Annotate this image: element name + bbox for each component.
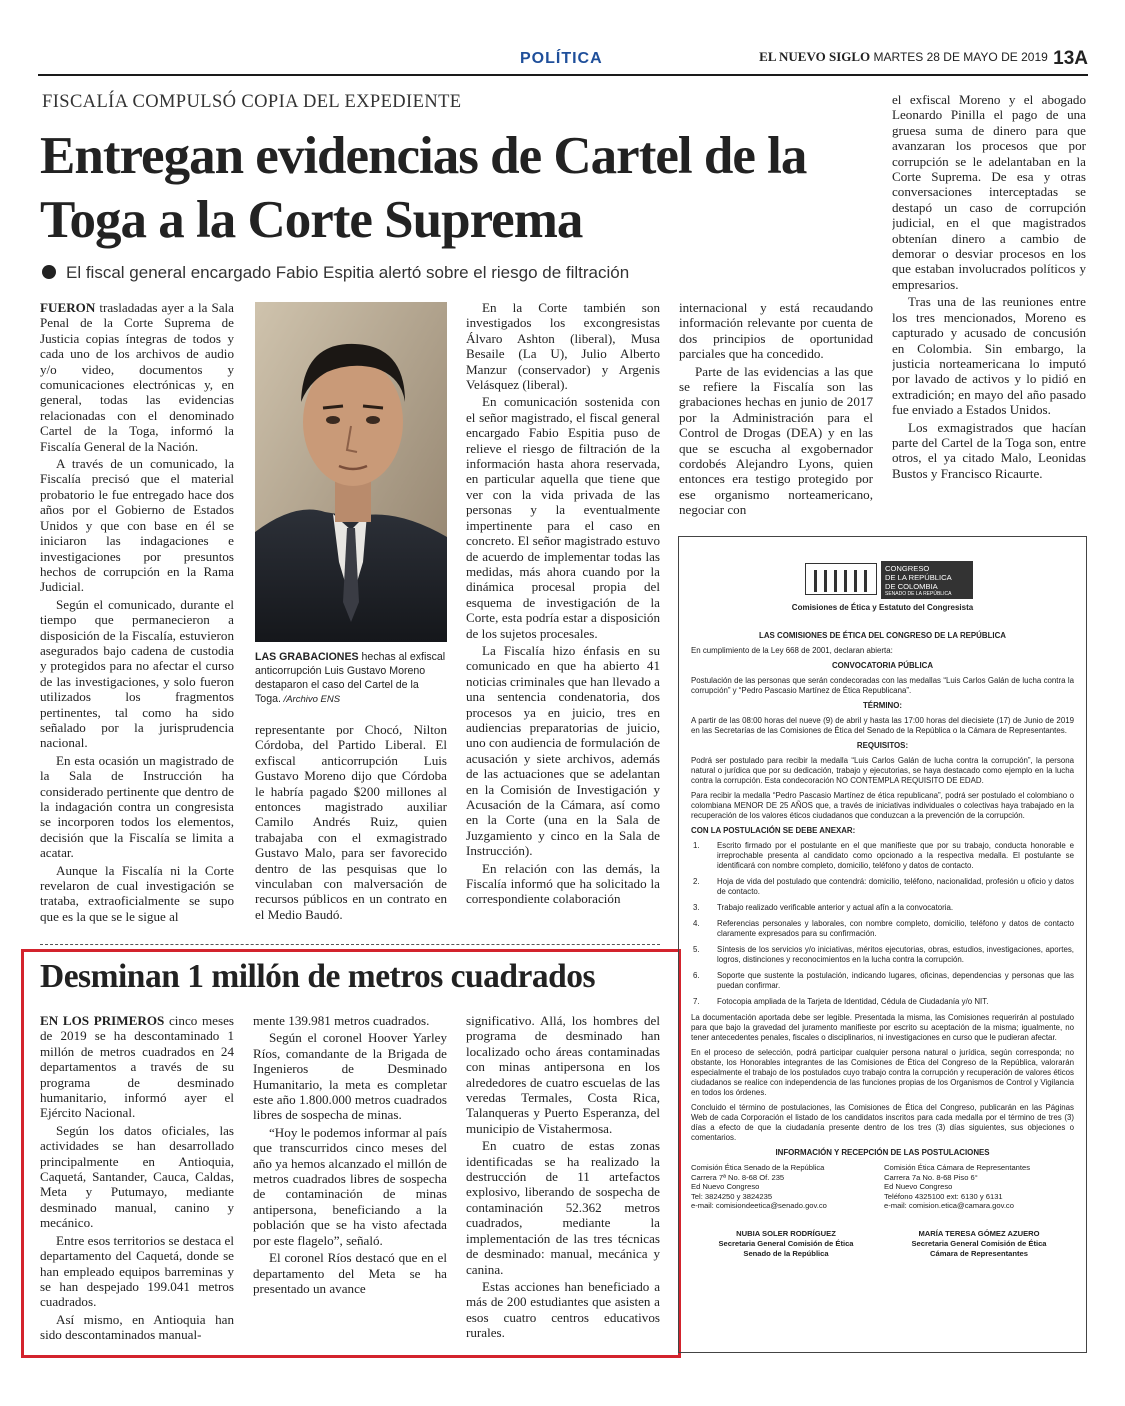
ad-postulacion: Postulación de las personas que serán condecoradas con las medallas “Luis Carlos Galán de lucha contra la corrupción” y “Pedro Pascasio Martínez de Ética Republicana”.	[691, 676, 1074, 695]
lead-word: EN LOS PRIMEROS	[40, 1013, 165, 1028]
ad-requisitos-heading: REQUISITOS:	[856, 741, 909, 750]
paragraph: La Fiscalía hizo énfasis en su comunicado en que ha abierto 41 noticias criminales que han llevado a una sentencia condenatoria, dos procesos ya en juicio, tres en audiencias preparatorias de juicio, uno con audiencia de formulación de acusación y siete archivos, además de las actuaciones que se adelantan en la Comisión de Investigación y Acusación de la Cámara, así como en la Corte (una en la Sala de Juzgamiento y cinco en la Sala de Instrucción).	[466, 642, 660, 859]
paragraph: Aunque la Fiscalía ni la Corte revelaron de cual investigación se trataba, extraoficialmente se supo que es la que se le sigue al	[40, 862, 234, 924]
publication-info	[759, 48, 1088, 70]
lead-word: FUERON	[40, 300, 96, 315]
ad-anexar-heading: CON LA POSTULACIÓN SE DEBE ANEXAR:	[691, 826, 856, 835]
paragraph: Estas acciones han beneficiado a más de 200 estudiantes que asisten a esos cuatro centros educativos rurales.	[466, 1278, 660, 1341]
photo-caption	[255, 650, 447, 707]
ad-termino: A partir de las 08:00 horas del nueve (9) de abril y hasta las 17:00 horas del diecisiete (17) de Junio de 2019 en las Secretarías de las Comisiones de Ética del Senado de la República o la Cámara de Representantes.	[691, 716, 1074, 735]
ad-seleccion: En el proceso de selección, podrá participar cualquier persona natural o jurídica, según corresponda; no obstante, los Honorables integrantes de las Comisiones de Ética del Congreso de la República, valorarán especialmente el trabajo de los postulados cuyo trabajo contra la corrupción y recuperación de valores éticos ciudadanos se realice con independencia de las funciones propias de los Organismos de Control y Vigilancia en todos los órdenes.	[691, 1048, 1074, 1097]
article-subtitle	[42, 263, 629, 283]
list-item: 7. Fotocopia ampliada de la Tarjeta de Identidad, Cédula de Ciudadanía y/o NIT.	[693, 997, 989, 1006]
contact-senado: Comisión Ética Senado de la República Carrera 7ª No. 8-68 Of. 235 Ed Nuevo Congreso Tel: 3824250 y 3824235 e-mail: comisiondeetica@senado.gov.co	[691, 1163, 827, 1211]
article2-column-2	[253, 1013, 447, 1351]
article2-column-1	[40, 1013, 234, 1351]
ad-concluido: Concluido el término de postulaciones, las Comisiones de Ética del Congreso, publicarán en las Páginas Web de cada Corporación el listado de los candidatos inscritos para cada medalla por el término de tres (3) días a efecto de que la ciudadanía presente dentro de los tres (3) días siguientes, sus objeciones o comentarios.	[691, 1103, 1074, 1142]
subtitle-text: El fiscal general encargado Fabio Espitia alertó sobre el riesgo de filtración	[66, 263, 630, 282]
paragraph: representante por Chocó, Nilton Córdoba, del Partido Liberal. El exfiscal anticorrupción Luis Gustavo Moreno dijo que Córdoba le habría pagado $200 millones al entonces magistrado auxiliar Camilo Andrés Ruiz, quien trabajaba con el exmagistrado Gustavo Malo, para ser favorecido dentro de las pesquisas que lo vinculaban con malversación de recursos públicos en un contrato en el Medio Baudó.	[255, 722, 447, 922]
article-column-4	[679, 300, 873, 526]
ad-convocatoria: CONVOCATORIA PÚBLICA	[831, 661, 934, 670]
caption-text: hechas al exfiscal anticorrupción Luis Gustavo Moreno destaparon el caso del Cartel de la Toga.	[255, 651, 446, 705]
list-item: 3. Trabajo realizado verificable anterior y actual afín a la convocatoria.	[693, 903, 954, 912]
section-divider	[40, 944, 660, 945]
contact-camara: Comisión Ética Cámara de Representantes Carrera 7a No. 8-68 Piso 6° Ed Nuevo Congreso Teléfono 4325100 ext: 6130 y 6131 e-mail: comision.etica@camara.gov.co	[884, 1163, 1031, 1211]
list-item: 1. Escrito firmado por el postulante en el que manifieste que por su trabajo, conducta honorable e irreprochable presenta al candidato como opcionado a la respectiva medalla. El postulante se identificará con nombre completo, domicilio, teléfono y datos de contacto.	[693, 841, 1074, 870]
logo-text: CONGRESO DE LA REPÚBLICA DE COLOMBIA SENADO DE LA REPÚBLICA	[881, 561, 973, 599]
ad-termino-heading: TÉRMINO:	[862, 701, 902, 710]
ad-requisito-2: Para recibir la medalla “Pedro Pascasio Martínez de ética republicana”, podrá ser postulado el colombiano o colombiana MENOR DE 25 AÑOS que, a través de iniciativas individuales o colectivas haya trabajado en la recuperación de los valores éticos ciudadanos que conduzcan a la prevención de la corrupción.	[691, 791, 1074, 820]
list-item: 5. Síntesis de los servicios y/o iniciativas, méritos ejecutorias, obras, estudios, investigaciones, aportes, logros, distinciones y reconocimientos en la lucha contra la corrupción.	[693, 945, 1074, 964]
paragraph: mente 139.981 metros cuadrados.	[253, 1013, 430, 1028]
publication-date: MARTES 28 DE MAYO DE 2019	[873, 50, 1048, 64]
page-number: 13A	[1053, 48, 1088, 69]
ad-intro: En cumplimiento de la Ley 668 de 2001, declaran abierta:	[691, 646, 893, 655]
ad-signatures	[691, 1229, 1074, 1259]
official-notice-ad	[678, 536, 1087, 1353]
article-kicker: FISCALÍA COMPULSÓ COPIA DEL EXPEDIENTE	[42, 92, 462, 112]
capitol-icon	[805, 563, 877, 595]
signature-camara: MARÍA TERESA GÓMEZ AZUERO Secretaria General Comisión de Ética Cámara de Representantes	[911, 1228, 1047, 1258]
paragraph: FUERON trasladadas ayer a la Sala Penal de la Corte Suprema de Justicia copias íntegras de todos y cada uno de los archivos de audio y/o video, documentos y comunicaciones electrónicas y, en general, todas las evidencias relacionadas con el denominado Cartel de la Toga, informó la Fiscalía General de la Nación.	[40, 300, 234, 454]
ad-title: LAS COMISIONES DE ÉTICA DEL CONGRESO DE LA REPÚBLICA	[759, 631, 1006, 640]
bullet-icon	[42, 265, 56, 279]
publication-name: EL NUEVO SIGLO	[759, 49, 871, 64]
paragraph: En cuatro de estas zonas identificadas se ha realizado la destrucción de 11 artefactos explosivo, liberando de sospecha de contaminación 52.362 metros cuadrados, mediante la implementación de las tres técnicas de desminado: manual, mecánica y canina.	[466, 1138, 660, 1277]
paragraph: Así mismo, en Antioquia han sido descontaminados manual-	[40, 1311, 234, 1343]
paragraph: En relación con las demás, la Fiscalía informó que ha solicitado la correspondiente colaboración	[466, 860, 660, 907]
ad-requisito-1: Podrá ser postulado para recibir la medalla “Luis Carlos Galán de lucha contra la corrupción”, la persona natural o jurídica que por su dedicación, trabajo y ejecutorias, se haya destacado como ejemplo en la lucha contra la corrupción. Esta condecoración NO CONTEMPLA REQUISITO DE EDAD.	[691, 756, 1074, 785]
paragraph: En la Corte también son investigados los excongresistas Álvaro Ashton (liberal), Musa Besaile (La U), Julio Alberto Manzur (conservador) y Argenis Velásquez (liberal).	[466, 300, 660, 393]
article-headline: Entregan evidencias de Cartel de la Toga a la Corte Suprema	[40, 127, 807, 249]
article-column-3	[466, 300, 660, 934]
article-column-1	[40, 300, 234, 934]
paragraph: En esta ocasión un magistrado de la Sala de Instrucción ha considerado pertinente que dentro de la indagación contra un congresista se incorporen todos los elementos, decisión que la Fiscalía se limita a acatar.	[40, 752, 234, 861]
ad-subtitle: Comisiones de Ética y Estatuto del Congresista	[791, 603, 974, 612]
paragraph: el exfiscal Moreno y el abogado Leonardo Pinilla el pago de una gruesa suma de dinero para que avanzaran los procesos que por corrupción se le adelantaban en la Corte Suprema. De esa y otras conversaciones interceptadas se destapó un caso de corrupción judicial, en el que magistrados obtenían dinero a cambio de demorar o desviar procesos en los que estaban involucrados políticos y empresarios.	[892, 92, 1086, 292]
photo-credit: /Archivo ENS	[280, 694, 341, 705]
ad-info-heading: INFORMACIÓN Y RECEPCIÓN DE LAS POSTULACIONES	[775, 1148, 990, 1157]
page-header	[38, 48, 1088, 76]
paragraph: Según el coronel Hoover Yarley Ríos, comandante de la Brigada de Ingenieros de Desminado Humanitario, la meta es completar este año 1.800.000 metros cuadrados libres de sospecha de minas.	[253, 1030, 447, 1123]
ad-contacts	[691, 1163, 1074, 1211]
paragraph: EN LOS PRIMEROS cinco meses de 2019 se ha descontaminado 1 millón de metros cuadrados en 24 departamentos a través de su programa de desminado humanitario, informó ayer el Ejército Nacional.	[40, 1013, 234, 1121]
caption-label: LAS GRABACIONES	[255, 651, 359, 663]
article-column-5	[892, 92, 1086, 526]
paragraph: Tras una de las reuniones entre los tres mencionados, Moreno es capturado y acusado de concusión en Colombia. Sin embargo, la justicia norteamericana lo imputó por lavado de activos y lo pidió en extradición; en mayo del año pasado fue enviado a Estados Unidos.	[892, 294, 1086, 418]
article2-column-3	[466, 1013, 660, 1351]
paragraph: internacional y está recaudando información relevante por cuenta de dos principios de oportunidad parciales que ha concedido.	[679, 300, 873, 362]
paragraph: significativo. Allá, los hombres del programa de desminado han localizado ocho áreas contaminadas con minas antipersona en los alrededores de cuatro escuelas de las veredas Termales, Costa Rica, Talanqueras y Puerto Esperanza, del municipio de Vistahermosa.	[466, 1013, 660, 1136]
ad-body	[691, 631, 1074, 1259]
paragraph: Entre esos territorios se destaca el departamento del Caquetá, donde se han empleado equipos barreminas y se han despejado 199.041 metros cuadrados.	[40, 1232, 234, 1310]
paragraph: Según el comunicado, durante el tiempo que permanecieron a disposición de la Fiscalía, estuvieron asegurados bajo cadena de custodia y protegidos para no afectar el curso de las investigaciones, y solo fueron utilizados los fragmentos pertinentes, tal como ha sido señalado por la jurisprudencia nacional.	[40, 596, 234, 751]
list-item: 2. Hoja de vida del postulado que contendrá: domicilio, teléfono, nacionalidad, profesión u oficio y datos de contacto.	[693, 877, 1074, 896]
ad-requirements-list	[691, 841, 1074, 1007]
paragraph: Los exmagistrados que hacían parte del Cartel de la Toga son, entre otros, el ya citado Malo, Leonidas Bustos y Francisco Ricaurte.	[892, 419, 1086, 481]
paragraph: A través de un comunicado, la Fiscalía precisó que el material probatorio le fue entregado hace dos años por el Gobierno de Estados Unidos y que con base en él se iniciaron las indagaciones e investigaciones por presuntos hechos de corrupción en la Rama Judicial.	[40, 456, 234, 595]
article2-headline: Desminan 1 millón de metros cuadrados	[40, 958, 596, 995]
paragraph: “Hoy le podemos informar al país que transcurridos cinco meses del año ya hemos alcanzado el millón de metros cuadrados libres de sospecha de contaminación de minas antipersona, beneficiando a la población que se ha visto afectada por este flagelo”, señaló.	[253, 1124, 447, 1248]
signature-senado: NUBIA SOLER RODRÍGUEZ Secretaria General Comisión de Ética Senado de la República	[718, 1228, 854, 1258]
congress-logo	[805, 557, 975, 603]
ad-doc-note: La documentación aportada debe ser legible. Presentada la misma, las Comisiones requerirán al postulado para que bajo la gravedad del juramento manifieste por escrito su aceptación de la misma; igualmente, no tener antecedentes penales, fiscales o disciplinarios, ni investigaciones en curso que le pudieran afectar.	[691, 1013, 1074, 1042]
paragraph: En comunicación sostenida con el señor magistrado, el fiscal general encargado Fabio Espitia puso de relieve el riesgo de filtración de la información hasta ahora reservada, en particular aquella que tiene que ver con la vida privada de las personas y la eventualmente impertinente para el caso en concreto. El señor magistrado estuvo de acuerdo de implementar todas las medidas, más ahora cuando por la dinámica procesal propia del esquema de investigación de la Corte, esta podría estar a disposición de los sujetos procesales.	[466, 394, 660, 641]
paragraph: El coronel Ríos destacó que en el departamento del Meta se ha presentado un avance	[253, 1250, 447, 1296]
section-label: POLÍTICA	[520, 50, 603, 67]
paragraph: Según los datos oficiales, las actividades se han desarrollado principalmente en Antioquia, Caquetá, Santander, Cauca, Caldas, Meta y Putumayo, mediante desminado manual, canino y mecánico.	[40, 1122, 234, 1231]
article-column-2	[255, 722, 447, 934]
paragraph: Parte de las evidencias a las que se refiere la Fiscalía son las grabaciones hechas en junio de 2017 por la Administración para el Control de Drogas (DEA) y en las que se escucha al exgobernador cordobés Alejandro Lyons, quien entonces era testigo protegido por ese organismo norteamericano, negociar con	[679, 363, 873, 518]
list-item: 6. Soporte que sustente la postulación, indicando lugares, oficinas, dependencias y personas que las puedan confirmar.	[693, 971, 1074, 990]
portrait-photo	[255, 302, 447, 642]
list-item: 4. Referencias personales y laborales, con nombre completo, domicilio, teléfono y datos de contacto claramente expresados para su confirmación.	[693, 919, 1074, 938]
